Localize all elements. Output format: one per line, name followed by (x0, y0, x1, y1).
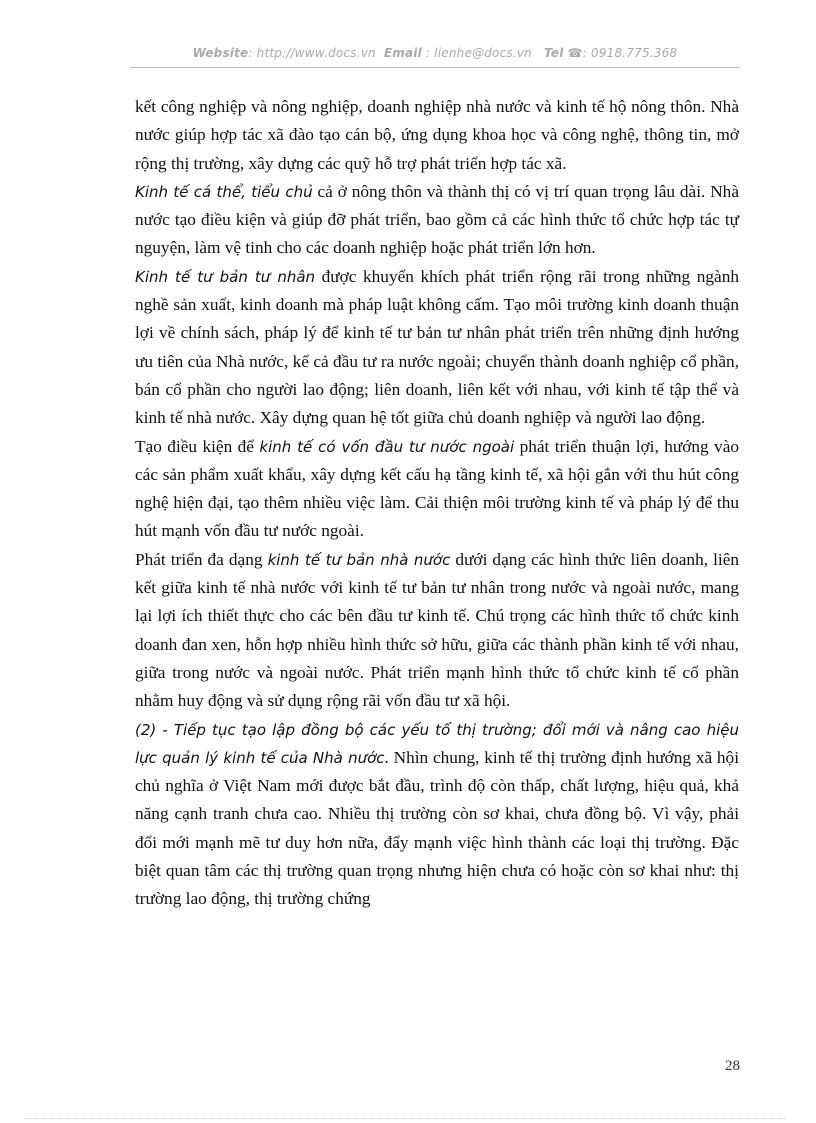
paragraph-foreign-investment (135, 433, 739, 546)
paragraph-market-factors (135, 716, 739, 914)
term-state-capitalism: kinh tế tư bản nhà nước (267, 550, 451, 569)
paragraph-text: phát triển thuận lợi, hướng vào các sản phẩm xuất khẩu, xây dựng kết cấu hạ tầng kinh tế, xã hội gắn với thu hút công nghệ hiện đại, tạo thêm nhiều việc làm. Cải thiện môi trường kinh tế và pháp lý để thu hút mạnh vốn đầu tư nước ngoài. (135, 436, 739, 541)
paragraph-cooperative (135, 93, 739, 178)
paragraph-private-capitalist (135, 263, 739, 433)
term-individual-economy: Kinh tế cá thể, tiểu chủ (135, 182, 313, 201)
page-header (130, 46, 740, 60)
paragraph-text: được khuyến khích phát triển rộng rãi trong những ngành nghề sản xuất, kinh doanh mà pháp luật không cấm. Tạo môi trường kinh doanh thuận lợi về chính sách, pháp lý để kinh tế tư bản tư nhân phát triển trên những định hướng ưu tiên của Nhà nước, kể cả đầu tư ra nước ngoài; chuyển thành doanh nghiệp cổ phần, bán cổ phần cho người lao động; liên doanh, liên kết với nhau, với kinh tế tập thể và kinh tế nhà nước. Xây dựng quan hệ tốt giữa chủ doanh nghiệp và người lao động. (135, 266, 739, 428)
paragraph-individual-economy (135, 178, 739, 263)
term-foreign-investment: kinh tế có vốn đầu tư nước ngoài (259, 437, 515, 456)
page-number: 28 (725, 1058, 740, 1074)
paragraph-text: dưới dạng các hình thức liên doanh, liên kết giữa kinh tế nhà nước với kinh tế tư bản tư nhân trong nước và ngoài nước, mang lại lợi ích thiết thực cho các bên đầu tư kinh tế. Chú trọng các hình thức tổ chức kinh doanh đan xen, hỗn hợp nhiều hình thức sở hữu, giữa các thành phần kinh tế với nhau, giữa trong nước và ngoài nước. Phát triển mạnh hình thức tổ chức kinh tế cổ phần nhằm huy động và sử dụng rộng rãi vốn đầu tư xã hội. (135, 549, 740, 711)
website-label: Website (192, 46, 249, 60)
header-divider (130, 67, 740, 68)
website-value: : http://www.docs.vn (248, 46, 376, 60)
tel-label: Tel (544, 46, 564, 60)
phone-icon: ☎ (567, 46, 583, 60)
term-private-capitalist: Kinh tế tư bản tư nhân (135, 267, 316, 286)
tel-value: : 0918.775.368 (582, 46, 678, 60)
footer-divider (25, 1118, 785, 1119)
paragraph-text: Tạo điều kiện để (135, 436, 260, 456)
paragraph-text: kết công nghiệp và nông nghiệp, doanh nghiệp nhà nước và kinh tế hộ nông thôn. Nhà nước giúp hợp tác xã đào tạo cán bộ, ứng dụng khoa học và công nghệ, thông tin, mở rộng thị trường, xây dựng các quỹ hỗ trợ phát triển hợp tác xã. (135, 97, 739, 173)
email-label: Email (383, 46, 422, 60)
paragraph-text: Phát triển đa dạng (135, 549, 268, 569)
paragraph-state-capitalism (135, 546, 739, 716)
paragraph-text: . Nhìn chung, kinh tế thị trường định hướng xã hội chủ nghĩa ở Việt Nam mới được bắt đầu, trình độ còn thấp, chất lượng, hiệu quả, khả năng cạnh tranh chưa cao. Nhiều thị trường còn sơ khai, chưa đồng bộ. Vì vậy, phải đổi mới mạnh mẽ tư duy hơn nữa, đẩy mạnh việc hình thành các loại thị trường. Đặc biệt quan tâm các thị trường quan trọng nhưng hiện chưa có hoặc còn sơ khai như: thị trường lao động, thị trường chứng (135, 747, 739, 909)
section-heading-market-factors: (2) - Tiếp tục tạo lập đồng bộ các yếu tố thị trường; đổi mới và nâng cao hiệu lực quản lý kinh tế của Nhà nước (135, 720, 739, 767)
document-body (135, 93, 739, 914)
paragraph-text: cả ở nông thôn và thành thị có vị trí quan trọng lâu dài. Nhà nước tạo điều kiện và giúp đỡ phát triển, bao gồm cả các hình thức tổ chức hợp tác tự nguyện, làm vệ tinh cho các doanh nghiệp hoặc phát triển lớn hơn. (135, 181, 739, 258)
email-value: : lienhe@docs.vn (425, 46, 532, 60)
